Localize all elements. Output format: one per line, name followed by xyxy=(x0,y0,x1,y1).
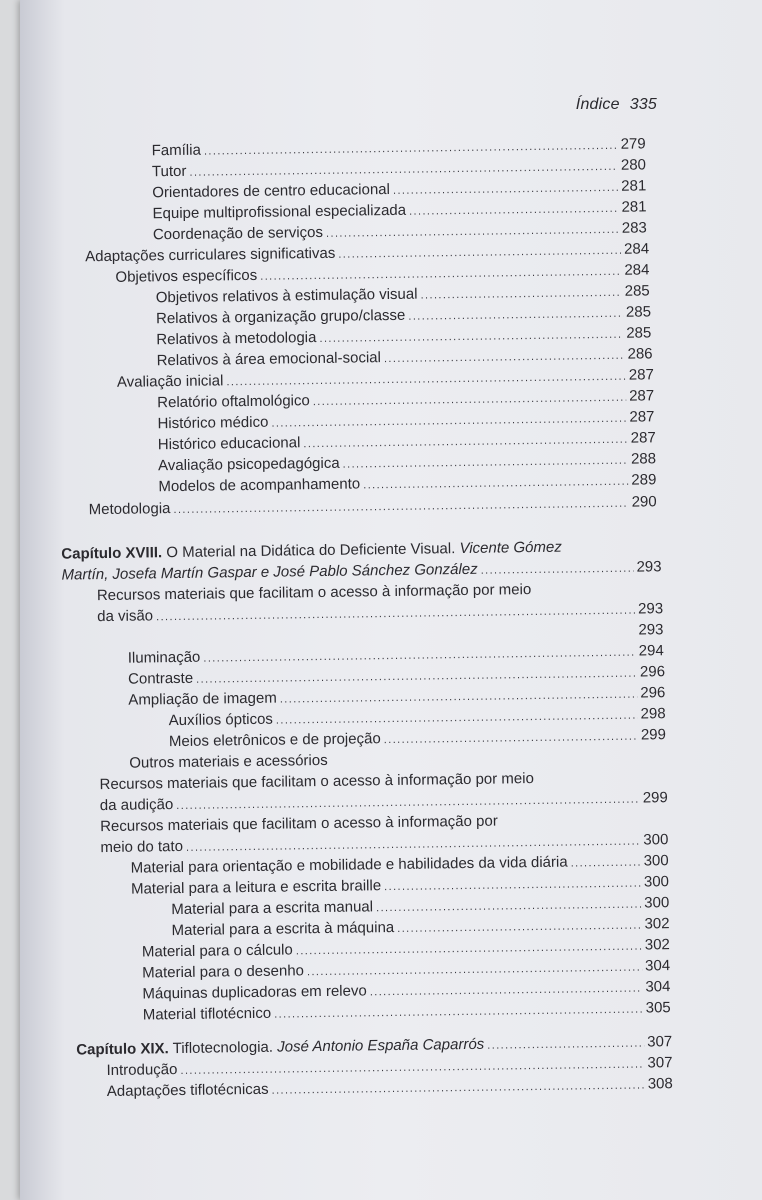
header-title: Índice xyxy=(575,96,620,113)
toc-entry: Introdução ..... 307 xyxy=(106,1053,672,1082)
toc-entry: Martín, Josefa Martín Gaspar e José Pablo Sánchez González ..... 293 xyxy=(61,557,661,586)
toc-entry: Contraste ..... 296 xyxy=(128,662,665,690)
toc-entry: Material para a leitura e escrita braille ..... 300 xyxy=(131,872,669,901)
toc-entry: Relatório oftalmológico ..... 287 xyxy=(157,386,654,414)
toc-entry: Histórico médico ..... 287 xyxy=(157,407,654,435)
toc-entry: Metodologia ..... 290 xyxy=(89,492,657,521)
toc-entry: Avaliação inicial ..... 287 xyxy=(117,365,654,393)
toc-entry: Coordenação de serviços ..... 283 xyxy=(153,218,647,246)
chapter-19-heading: Capítulo XIX. Tiflotecnologia. José Antonio España Caparrós ..... 307 xyxy=(76,1032,672,1061)
header-page-number: 335 xyxy=(629,96,657,113)
toc-entry: da visão ..... 293 xyxy=(97,599,663,628)
toc-entry: Material para o desenho ..... 304 xyxy=(142,956,670,984)
toc-entry: Histórico educacional ..... 287 xyxy=(158,428,656,456)
toc-entry: Material para a escrita manual ..... 300 xyxy=(171,893,669,921)
toc-entry: Relativos à organização grupo/classe ..... 285 xyxy=(156,302,651,330)
toc-entry: Modelos de acompanhamento ..... 289 xyxy=(158,470,656,498)
toc-entry: da audição ..... 299 xyxy=(100,788,668,817)
toc-entry: Auxílios ópticos ..... 298 xyxy=(169,704,666,732)
chapter-18-authors-line1: Vicente Gómez xyxy=(459,538,562,558)
book-page xyxy=(20,0,762,1200)
toc-entry: Material para orientação e mobilidade e habilidades da vida diária ..... 300 xyxy=(131,851,669,880)
toc-entry: Ampliação de imagem ..... 296 xyxy=(128,683,665,711)
chapter-19-title: Tiflotecnologia. xyxy=(172,1038,274,1058)
chapter-19-number: Capítulo XIX. xyxy=(76,1040,169,1059)
toc-entry: Adaptações tiflotécnicas ..... 308 xyxy=(107,1074,673,1103)
toc-entry: Material tiflotécnico ..... 305 xyxy=(143,998,671,1026)
running-header xyxy=(576,96,657,114)
toc-entry: Tutor ..... 280 xyxy=(152,155,646,183)
chapter-18-title: O Material na Didática do Deficiente Visual. xyxy=(166,540,456,562)
toc-entry: Relativos à área emocional-social ..... 286 xyxy=(157,344,653,372)
toc-entry: Máquinas duplicadoras em relevo ..... 304 xyxy=(142,977,670,1005)
toc-entry-text: Outros materiais e acessórios xyxy=(129,751,328,772)
toc-entry-text: Recursos materiais que facilitam o acesso à informação por xyxy=(100,812,498,836)
toc-entry: meio do tato ..... 300 xyxy=(100,830,668,859)
toc-entry: Material para o cálculo ..... 302 xyxy=(142,935,670,963)
toc-entry: Avaliação psicopedagógica ..... 288 xyxy=(158,449,656,477)
toc-entry: Família ..... 279 xyxy=(152,134,646,162)
toc-entry: Objetivos específicos ..... 284 xyxy=(115,260,649,288)
toc-entry: Objetivos relativos à estimulação visual ..... 285 xyxy=(156,281,650,309)
chapter-18-number: Capítulo XVIII. xyxy=(61,544,163,563)
toc-entry: Meios eletrônicos e de projeção ..... 299 xyxy=(169,725,666,753)
chapter-19-author: José Antonio España Caparrós xyxy=(277,1035,485,1056)
toc-entry-text: Recursos materiais que facilitam o acesso à informação por meio xyxy=(99,770,534,794)
toc-entry: Orientadores de centro educacional ..... 281 xyxy=(152,176,646,204)
toc-entry: Iluminação ..... 294 xyxy=(128,641,664,669)
toc-entry: 293 xyxy=(638,621,664,639)
toc-entry: Relativos à metodologia ..... 285 xyxy=(156,323,651,351)
toc-entry-text: Recursos materiais que facilitam o acesso à informação por meio xyxy=(96,581,532,605)
toc-entry: Material para a escrita à máquina ..... 302 xyxy=(171,914,669,942)
chapter-18-authors-line2: Martín, Josefa Martín Gaspar e José Pablo Sánchez González xyxy=(61,560,478,584)
toc-entry: Equipe multiprofissional especializada ..... 281 xyxy=(152,197,646,225)
toc-entry: Adaptações curriculares significativas ..... 284 xyxy=(85,239,649,268)
